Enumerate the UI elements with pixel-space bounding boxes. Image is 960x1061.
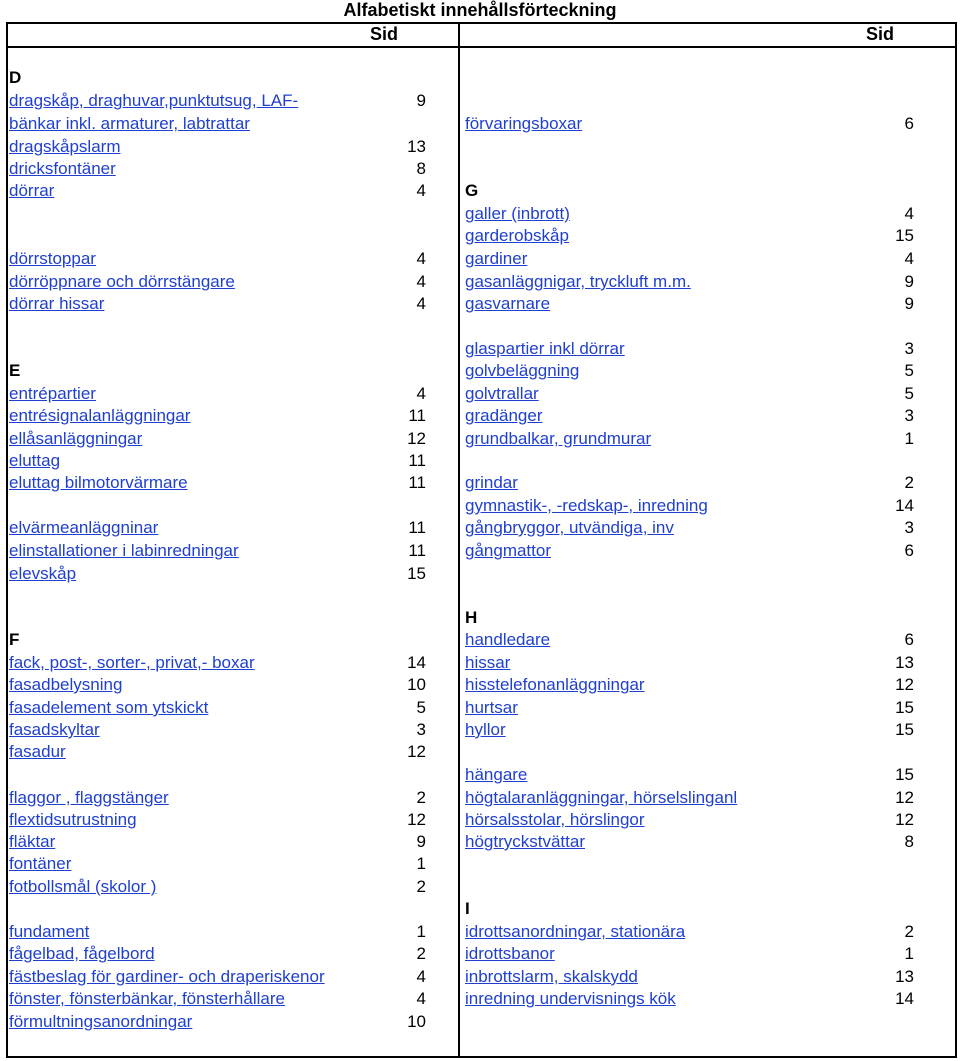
- page-number: 4: [416, 384, 426, 403]
- index-entry-link[interactable]: entrépartier: [9, 384, 96, 403]
- index-entry-link[interactable]: dörrar: [9, 181, 55, 200]
- section-letter-label: F: [9, 630, 20, 649]
- page-number: 9: [416, 832, 426, 851]
- index-entry-link[interactable]: elevskåp: [9, 564, 77, 583]
- page-number: 14: [895, 496, 914, 515]
- right-page-header: Sid: [866, 24, 895, 44]
- page-number: 2: [904, 922, 914, 941]
- page-number: 4: [416, 272, 426, 291]
- section-letter-label: H: [465, 608, 478, 627]
- index-entry-link[interactable]: bänkar inkl. armaturer, labtrattar: [9, 114, 250, 133]
- page-number: 8: [904, 832, 914, 851]
- section-letter-label: G: [465, 181, 479, 200]
- index-entry-link[interactable]: fasadelement som ytskickt: [9, 698, 209, 717]
- page-number: 10: [407, 675, 426, 694]
- index-entry-link[interactable]: inbrottslarm, skalskydd: [465, 967, 638, 986]
- index-entry-link[interactable]: hisstelefonanläggningar: [465, 675, 645, 694]
- index-entry-link[interactable]: dörrar hissar: [9, 294, 105, 313]
- page-number: 13: [895, 967, 914, 986]
- index-entry-link[interactable]: hyllor: [465, 720, 506, 739]
- index-entry-link[interactable]: elvärmeanläggninar: [9, 518, 159, 537]
- page-number: 12: [407, 810, 426, 829]
- index-entry-link[interactable]: förvaringsboxar: [465, 114, 583, 133]
- index-entry-link[interactable]: gymnastik-, -redskap-, inredning: [465, 496, 708, 515]
- page-number: 3: [904, 518, 914, 537]
- page-number: 8: [416, 159, 426, 178]
- page-number: 5: [416, 698, 426, 717]
- index-entry-link[interactable]: dragskåp, draghuvar,punktutsug, LAF-: [9, 91, 299, 110]
- index-entry-link[interactable]: fundament: [9, 922, 90, 941]
- index-entry-link[interactable]: flextidsutrustning: [9, 810, 137, 829]
- index-entry-link[interactable]: fack, post-, sorter-, privat,- boxar: [9, 653, 255, 672]
- page-number: 15: [895, 765, 914, 784]
- index-entry-link[interactable]: glaspartier inkl dörrar: [465, 339, 625, 358]
- page-number: 4: [416, 294, 426, 313]
- page-number: 13: [407, 137, 426, 156]
- page-title: Alfabetiskt innehållsförteckning: [343, 0, 617, 20]
- page-number: 12: [895, 810, 914, 829]
- page-number: 14: [407, 653, 426, 672]
- page-number: 6: [904, 541, 914, 560]
- section-letter-label: I: [465, 899, 470, 918]
- index-entry-link[interactable]: fästbeslag för gardiner- och draperiskenor: [9, 967, 325, 986]
- page-number: 15: [407, 564, 426, 583]
- index-entry-link[interactable]: gradänger: [465, 406, 543, 425]
- index-entry-link[interactable]: inredning undervisnings kök: [465, 989, 676, 1008]
- index-entry-link[interactable]: fontäner: [9, 854, 72, 873]
- index-entry-link[interactable]: dricksfontäner: [9, 159, 116, 178]
- page-number: 2: [904, 473, 914, 492]
- page-number: 9: [904, 272, 914, 291]
- page-number: 12: [407, 742, 426, 761]
- page-number: 3: [904, 339, 914, 358]
- page-number: 1: [904, 944, 914, 963]
- page-number: 4: [416, 249, 426, 268]
- index-entry-link[interactable]: fågelbad, fågelbord: [9, 944, 155, 963]
- page-number: 4: [904, 204, 914, 223]
- page-number: 12: [895, 788, 914, 807]
- page-number: 12: [895, 675, 914, 694]
- section-letter-label: E: [9, 361, 21, 380]
- index-entry-link[interactable]: hurtsar: [465, 698, 518, 717]
- page-number: 6: [904, 630, 914, 649]
- index-entry-link[interactable]: fasadur: [9, 742, 66, 761]
- index-entry-link[interactable]: gångmattor: [465, 541, 551, 560]
- index-entry-link[interactable]: hängare: [465, 765, 528, 784]
- index-entry-link[interactable]: golvbeläggning: [465, 361, 580, 380]
- page-number: 3: [904, 406, 914, 425]
- index-entry-link[interactable]: garderobskåp: [465, 226, 569, 245]
- page-number: 15: [895, 720, 914, 739]
- page-number: 11: [408, 406, 426, 425]
- page-number: 1: [904, 429, 914, 448]
- section-letter-label: D: [9, 68, 22, 87]
- column-divider: [458, 22, 460, 1058]
- page-number: 4: [416, 181, 426, 200]
- index-entry-link[interactable]: hissar: [465, 653, 511, 672]
- index-entry-link[interactable]: eluttag: [9, 451, 61, 470]
- index-entry-link[interactable]: förmultningsanordningar: [9, 1012, 193, 1031]
- index-entry-link[interactable]: fönster, fönsterbänkar, fönsterhållare: [9, 989, 285, 1008]
- page-number: 10: [407, 1012, 426, 1031]
- index-entry-link[interactable]: flaggor , flaggstänger: [9, 788, 169, 807]
- page-number: 1: [416, 922, 426, 941]
- index-entry-link[interactable]: fotbollsmål (skolor ): [9, 877, 157, 896]
- index-entry-link[interactable]: grindar: [465, 473, 518, 492]
- index-entry-link[interactable]: elinstallationer i labinredningar: [9, 541, 239, 560]
- index-entry-link[interactable]: grundbalkar, grundmurar: [465, 429, 652, 448]
- index-entry-link[interactable]: idrottsbanor: [465, 944, 555, 963]
- page-number: 9: [904, 294, 914, 313]
- page-number: 5: [904, 384, 914, 403]
- page-number: 15: [895, 226, 914, 245]
- page-number: 14: [895, 989, 914, 1008]
- page-number: 11: [408, 473, 426, 492]
- index-entry-link[interactable]: galler (inbrott): [465, 204, 570, 223]
- page-number: 4: [904, 249, 914, 268]
- index-entry-link[interactable]: dörröppnare och dörrstängare: [9, 272, 235, 291]
- page-number: 15: [895, 698, 914, 717]
- index-entry-link[interactable]: idrottsanordningar, stationära: [465, 922, 686, 941]
- page-number: 11: [408, 541, 426, 560]
- header-divider: [6, 46, 957, 48]
- page-number: 12: [407, 429, 426, 448]
- index-entry-link[interactable]: handledare: [465, 630, 551, 649]
- index-entry-link[interactable]: gardiner: [465, 249, 528, 268]
- page-number: 13: [895, 653, 914, 672]
- index-entry-link[interactable]: dörrstoppar: [9, 249, 96, 268]
- page-number: 6: [904, 114, 914, 133]
- index-entry-link[interactable]: gasvarnare: [465, 294, 551, 313]
- index-entry-link[interactable]: gångbryggor, utvändiga, inv: [465, 518, 674, 537]
- page-number: 11: [408, 451, 426, 470]
- page-number: 11: [408, 518, 426, 537]
- index-entry-link[interactable]: högtalaranläggningar, hörselslinganl: [465, 788, 738, 807]
- index-entry-link[interactable]: ellåsanläggningar: [9, 429, 143, 448]
- page-number: 4: [416, 967, 426, 986]
- index-entry-link[interactable]: dragskåpslarm: [9, 137, 121, 156]
- page-number: 2: [416, 944, 426, 963]
- index-entry-link[interactable]: högtryckstvättar: [465, 832, 585, 851]
- index-entry-link[interactable]: gasanläggnigar, tryckluft m.m.: [465, 272, 691, 291]
- index-entry-link[interactable]: fläktar: [9, 832, 56, 851]
- page-number: 5: [904, 361, 914, 380]
- index-entry-link[interactable]: entrésignalanläggningar: [9, 406, 191, 425]
- left-page-header: Sid: [370, 24, 399, 44]
- index-entry-link[interactable]: golvtrallar: [465, 384, 539, 403]
- page-number: 3: [416, 720, 426, 739]
- page-number: 2: [416, 788, 426, 807]
- page-number: 1: [416, 854, 426, 873]
- page-number: 2: [416, 877, 426, 896]
- page-number: 4: [416, 989, 426, 1008]
- index-entry-link[interactable]: eluttag bilmotorvärmare: [9, 473, 188, 492]
- index-entry-link[interactable]: hörsalsstolar, hörslingor: [465, 810, 645, 829]
- index-entry-link[interactable]: fasadbelysning: [9, 675, 123, 694]
- page-number: 9: [416, 91, 426, 110]
- index-entry-link[interactable]: fasadskyltar: [9, 720, 100, 739]
